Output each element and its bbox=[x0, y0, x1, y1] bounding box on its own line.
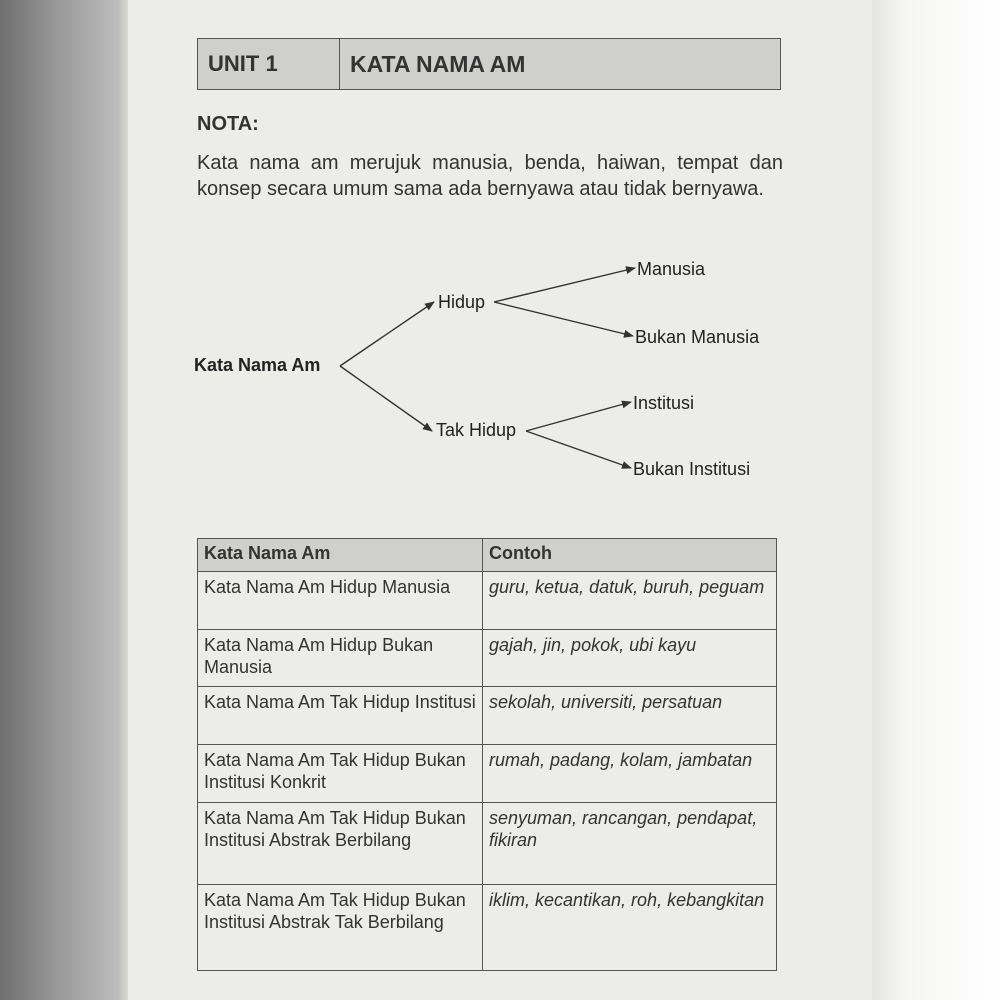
examples-cell: sekolah, universiti, persatuan bbox=[483, 687, 777, 745]
book-spine-shadow bbox=[0, 0, 128, 1000]
tree-root: Kata Nama Am bbox=[194, 355, 321, 375]
examples-cell: gajah, jin, pokok, ubi kayu bbox=[483, 630, 777, 687]
edge-root-takhidup bbox=[340, 366, 432, 431]
note-heading: NOTA: bbox=[197, 113, 259, 135]
edge-takhidup-bukaninstitusi bbox=[526, 431, 631, 468]
table-header-row bbox=[198, 539, 777, 572]
unit-title: KATA NAMA AM bbox=[350, 50, 526, 77]
noun-examples-table bbox=[197, 538, 777, 971]
table-row bbox=[198, 885, 777, 971]
unit-number: UNIT 1 bbox=[198, 39, 340, 89]
tree-leaf-bukan-manusia: Bukan Manusia bbox=[635, 327, 760, 347]
background-right bbox=[872, 0, 1000, 1000]
examples-cell: guru, ketua, datuk, buruh, peguam bbox=[483, 572, 777, 630]
category-cell: Kata Nama Am Tak Hidup Bukan Institusi Abstrak Berbilang bbox=[198, 803, 483, 885]
table-row bbox=[198, 803, 777, 885]
table-row bbox=[198, 572, 777, 630]
tree-node-tak-hidup: Tak Hidup bbox=[436, 420, 517, 440]
examples-cell: rumah, padang, kolam, jambatan bbox=[483, 745, 777, 803]
category-cell: Kata Nama Am Tak Hidup Institusi bbox=[198, 687, 483, 745]
tree-leaf-manusia: Manusia bbox=[637, 259, 706, 279]
category-cell: Kata Nama Am Tak Hidup Bukan Institusi Abstrak Tak Berbilang bbox=[198, 885, 483, 971]
note-text: Kata nama am merujuk manusia, benda, haiwan, tempat dan konsep secara umum sama ada bernyawa atau tidak bernyawa. bbox=[197, 152, 783, 200]
table-row bbox=[198, 687, 777, 745]
noun-tree-diagram bbox=[190, 250, 790, 490]
category-cell: Kata Nama Am Hidup Manusia bbox=[198, 572, 483, 630]
tree-leaf-institusi: Institusi bbox=[633, 393, 695, 413]
column-header-examples: Contoh bbox=[483, 539, 777, 572]
examples-cell: iklim, kecantikan, roh, kebangkitan bbox=[483, 885, 777, 971]
category-cell: Kata Nama Am Hidup Bukan Manusia bbox=[198, 630, 483, 687]
tree-leaf-bukan-institusi: Bukan Institusi bbox=[633, 459, 751, 479]
edge-hidup-manusia bbox=[494, 268, 635, 302]
edge-root-hidup bbox=[340, 302, 434, 366]
category-cell: Kata Nama Am Tak Hidup Bukan Institusi Konkrit bbox=[198, 745, 483, 803]
edge-takhidup-institusi bbox=[526, 402, 631, 431]
tree-node-hidup: Hidup bbox=[438, 292, 486, 312]
edge-hidup-bukanmanusia bbox=[494, 302, 633, 336]
column-header-category: Kata Nama Am bbox=[198, 539, 483, 572]
table-row bbox=[198, 630, 777, 687]
table-row bbox=[198, 745, 777, 803]
examples-cell: senyuman, rancangan, pendapat, fikiran bbox=[483, 803, 777, 885]
unit-header bbox=[197, 38, 781, 90]
